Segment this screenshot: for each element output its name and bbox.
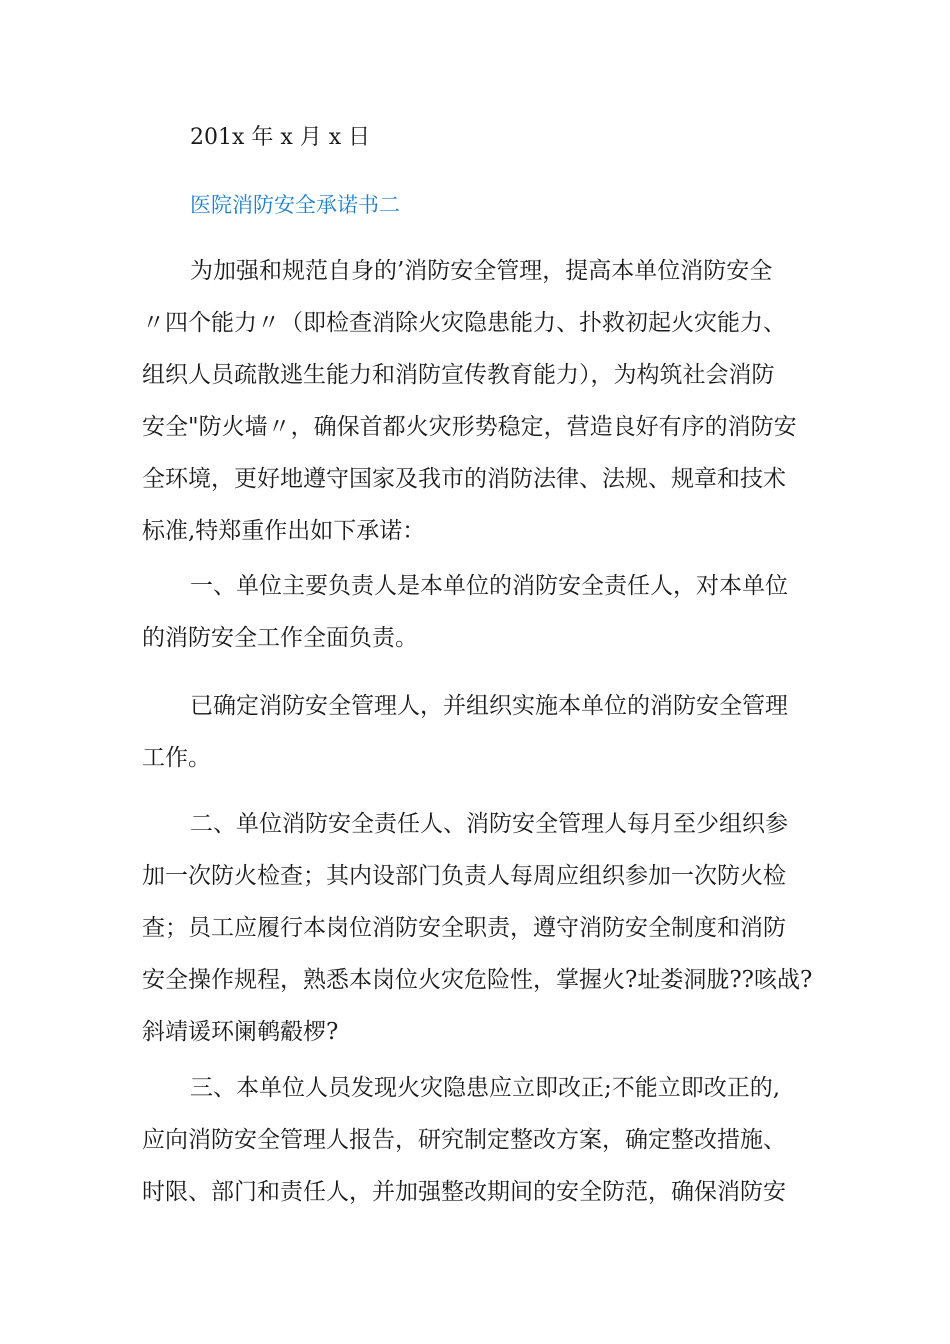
document-date: 201x 年 x 月 x 日 — [190, 125, 371, 150]
paragraph-line: 组织人员疏散逃生能力和消防宣传教育能力），为构筑社会消防 — [142, 362, 775, 388]
paragraph-line: 已确定消防安全管理人，并组织实施本单位的消防安全管理 — [190, 693, 788, 719]
paragraph-line: 应向消防安全管理人报告，研究制定整改方案，确定整改措施、 — [142, 1127, 786, 1153]
paragraph-line: 的消防安全工作全面负责。 — [142, 625, 418, 651]
paragraph-item-2 — [142, 798, 822, 1058]
paragraph-item-1 — [142, 560, 822, 664]
document-heading: 医院消防安全承诺书二 — [190, 193, 400, 217]
paragraph-line: 工作。 — [142, 745, 211, 771]
paragraph-line: 加一次防火检查；其内设部门负责人每周应组织参加一次防火检 — [142, 863, 786, 889]
paragraph-line: 〃四个能力〃（即检查消除火灾隐患能力、扑救初起火灾能力、 — [142, 310, 786, 336]
paragraph-line: 查；员工应履行本岗位消防安全职责，遵守消防安全制度和消防 — [142, 915, 786, 941]
paragraph-line: 二、单位消防安全责任人、消防安全管理人每月至少组织参 — [190, 811, 788, 837]
paragraph-line: 标准,特郑重作出如下承诺： — [142, 518, 426, 544]
paragraph-item-1-note — [142, 680, 822, 784]
paragraph-line: 安全"防火墙〃，确保首都火灾形势稳定，营造良好有序的消防安 — [142, 414, 797, 440]
paragraph-intro — [142, 245, 822, 557]
paragraph-line: 时限、部门和责任人，并加强整改期间的安全防范，确保消防安 — [142, 1179, 786, 1205]
paragraph-line: 为加强和规范自身的’消防安全管理，提高本单位消防安全 — [190, 258, 773, 284]
paragraph-item-3 — [142, 1062, 822, 1218]
paragraph-line: 斜靖谖环阑鹌觳椤? — [142, 1019, 339, 1045]
paragraph-line: 三、本单位人员发现火灾隐患应立即改正;不能立即改正的, — [190, 1075, 781, 1101]
paragraph-line: 安全操作规程，熟悉本岗位火灾危险性，掌握火?址娄洞胧??咳战? — [142, 967, 813, 993]
paragraph-line: 全环境，更好地遵守国家及我市的消防法律、法规、规章和技术 — [142, 466, 786, 492]
paragraph-line: 一、单位主要负责人是本单位的消防安全责任人，对本单位 — [190, 573, 788, 599]
